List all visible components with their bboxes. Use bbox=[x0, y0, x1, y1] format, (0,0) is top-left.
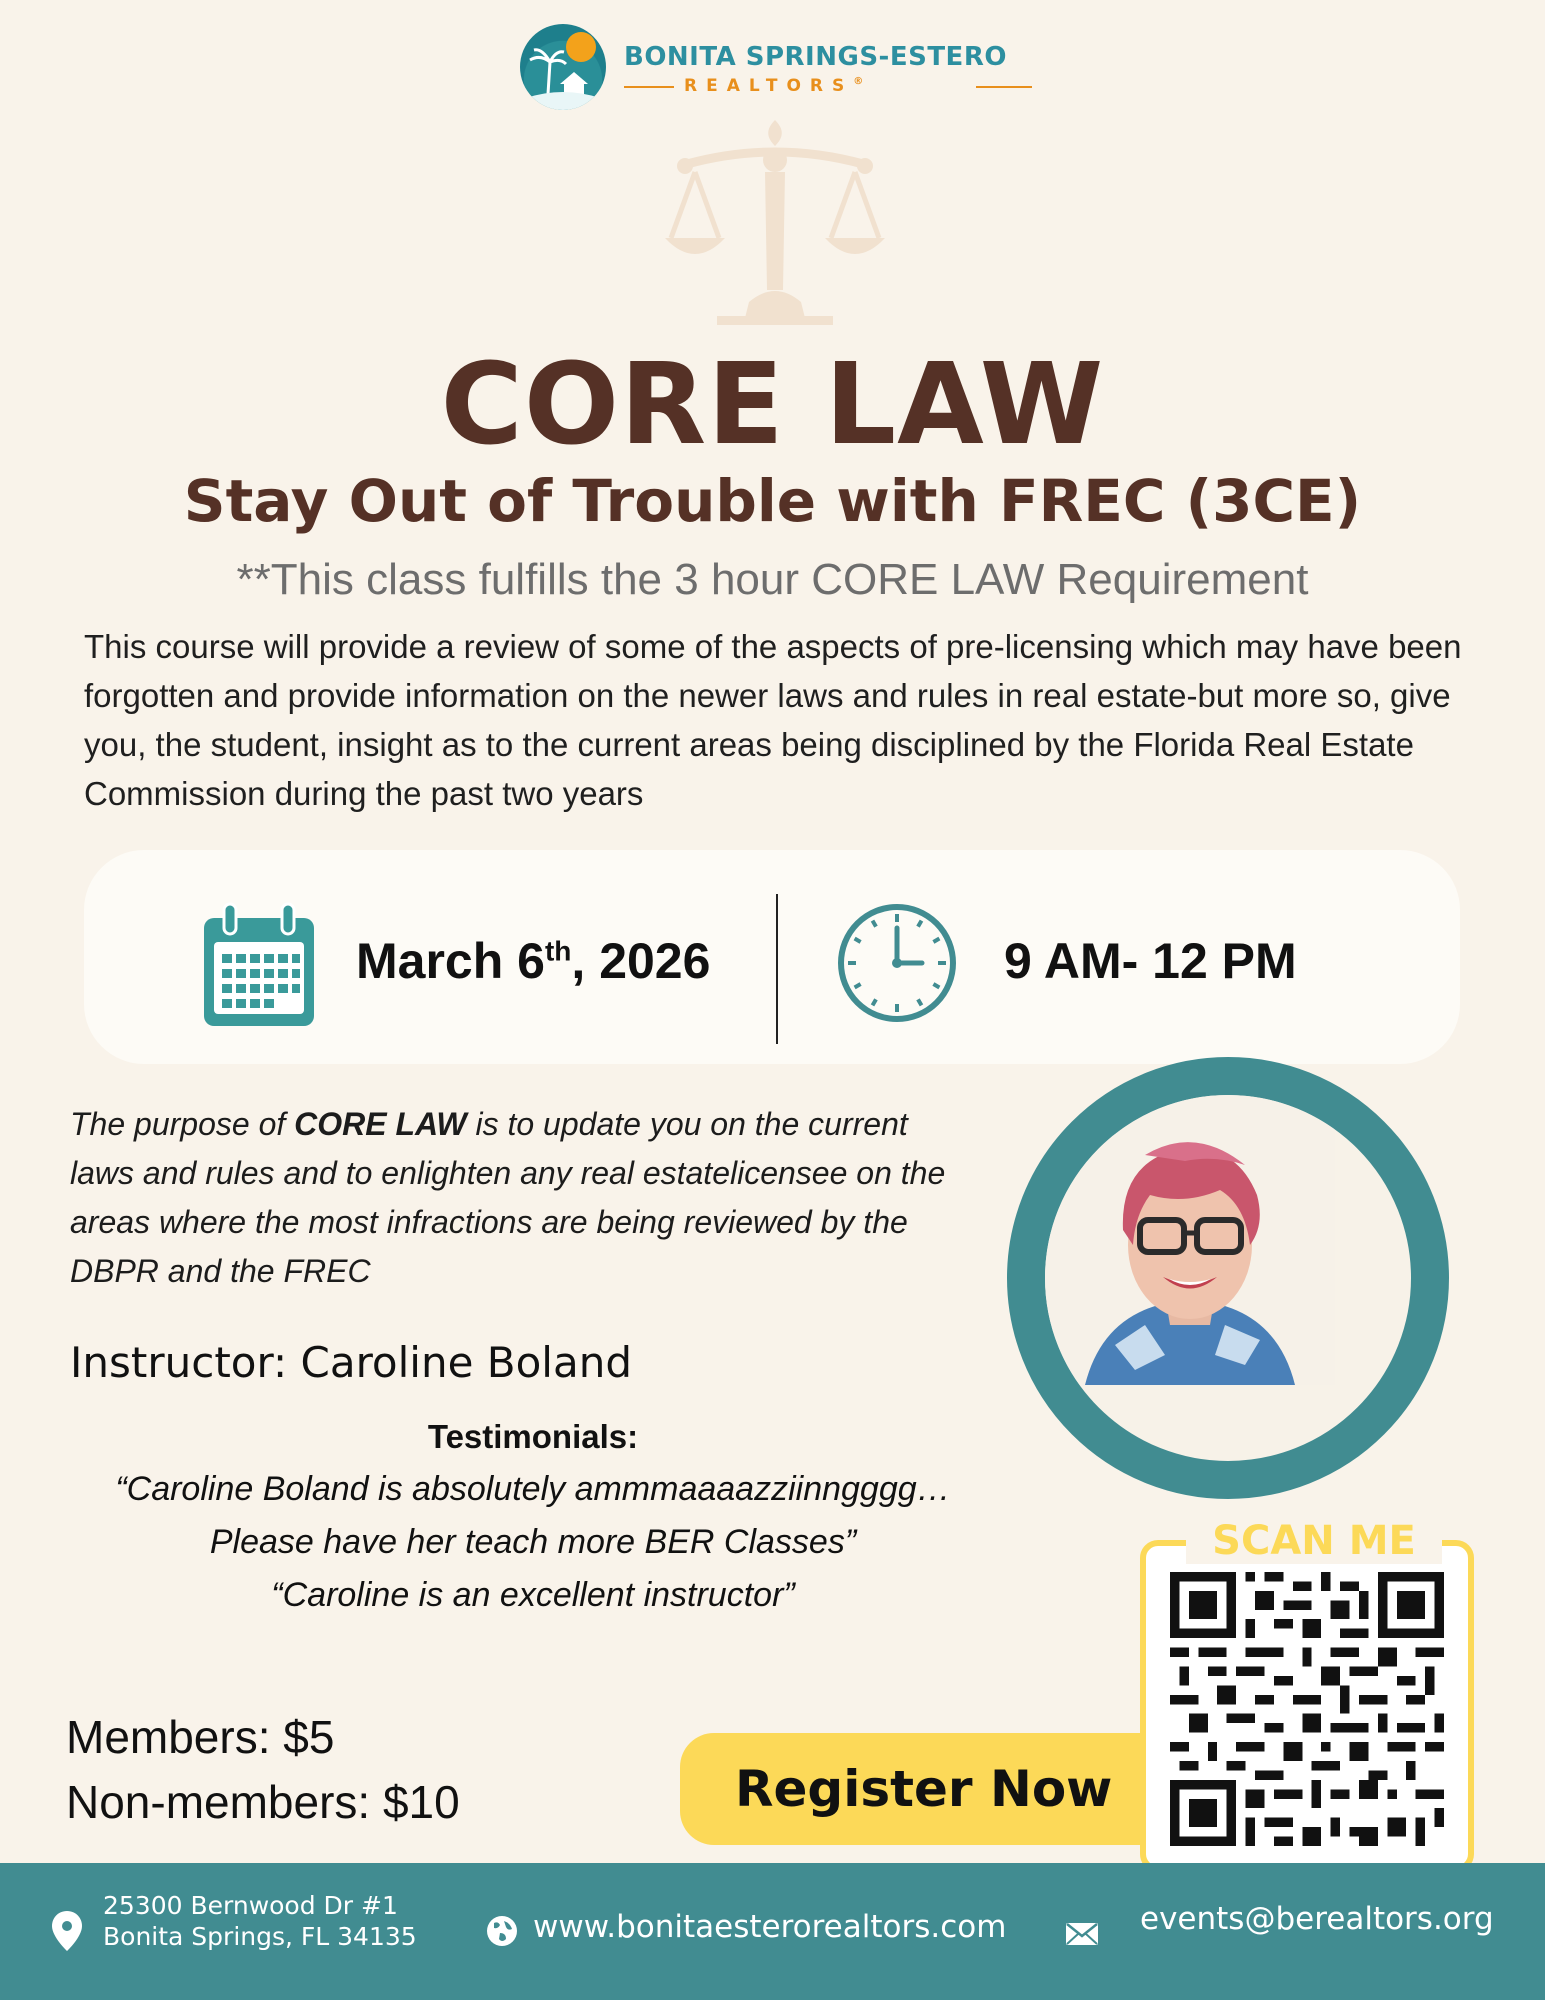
purpose-post: is to update you on the current laws and rules and to enlighten any real estatelicensee on the areas where the most infractions are being reviewed by the DBPR and the FREC bbox=[70, 1106, 946, 1289]
testimonial-line: Please have her teach more BER Classes” bbox=[209, 1523, 857, 1561]
non-members-price: Non-members: $10 bbox=[66, 1776, 460, 1828]
globe-icon bbox=[486, 1915, 518, 1947]
logo-rule-left bbox=[624, 86, 674, 88]
testimonial-line: “Caroline is an excellent instructor” bbox=[271, 1576, 795, 1614]
logo-subname bbox=[684, 76, 863, 96]
page-subtitle: Stay Out of Trouble with FREC (3CE) bbox=[183, 467, 1362, 535]
purpose-statement bbox=[70, 1100, 970, 1296]
footer-bar bbox=[0, 1863, 1545, 2000]
course-description: This course will provide a review of some of the aspects of pre-licensing which may have been forgotten and provide information on the newer laws and rules in real estate-but more so, give you, the student, insight as to the current areas being disciplined by the Florida Real Estate Commission during the past two years bbox=[84, 628, 1462, 812]
logo-name: BONITA SPRINGS-ESTERO bbox=[624, 42, 1007, 72]
purpose-bold: CORE LAW bbox=[294, 1106, 467, 1142]
address-line-2: Bonita Springs, FL 34135 bbox=[103, 1922, 417, 1951]
event-time: 9 AM- 12 PM bbox=[1004, 933, 1297, 989]
mail-icon bbox=[1066, 1923, 1098, 1945]
clock-icon bbox=[836, 902, 958, 1024]
email-link[interactable]: events@berealtors.org bbox=[1140, 1901, 1494, 1937]
address-line-1: 25300 Bernwood Dr #1 bbox=[103, 1891, 398, 1920]
page-title: CORE LAW bbox=[440, 340, 1105, 470]
instructor-portrait-image bbox=[1045, 1095, 1335, 1385]
event-datetime-panel bbox=[84, 850, 1460, 1064]
event-date-year: , 2026 bbox=[571, 933, 711, 989]
instructor-photo bbox=[1007, 1057, 1449, 1499]
testimonials-heading: Testimonials: bbox=[427, 1418, 639, 1455]
logo-rule-right bbox=[976, 86, 1032, 88]
event-date-suffix: th bbox=[544, 935, 572, 967]
requirement-note: **This class fulfills the 3 hour CORE LAW Requirement bbox=[236, 555, 1309, 604]
scan-me-label: SCAN ME bbox=[1186, 1518, 1442, 1564]
logo-subname-text: REALTORS bbox=[684, 76, 854, 96]
registered-mark: ® bbox=[853, 76, 864, 87]
datetime-divider bbox=[776, 894, 778, 1044]
qr-code[interactable] bbox=[1170, 1572, 1444, 1846]
instructor-name: Instructor: Caroline Boland bbox=[70, 1338, 632, 1387]
website-link[interactable]: www.bonitaesterorealtors.com bbox=[533, 1909, 1007, 1945]
event-date-main: March 6 bbox=[356, 933, 545, 989]
logo-emblem-icon bbox=[520, 24, 606, 110]
event-date bbox=[356, 932, 710, 990]
calendar-icon bbox=[200, 902, 318, 1030]
members-price: Members: $5 bbox=[66, 1711, 335, 1763]
scales-of-justice-icon bbox=[665, 120, 885, 325]
location-pin-icon bbox=[52, 1911, 82, 1951]
register-now-button[interactable]: Register Now bbox=[680, 1733, 1200, 1845]
organization-logo bbox=[520, 24, 1040, 114]
palm-house-icon bbox=[520, 24, 606, 110]
purpose-pre: The purpose of bbox=[70, 1106, 295, 1142]
testimonial-line: “Caroline Boland is absolutely ammmaaaazziinngggg… bbox=[115, 1470, 951, 1508]
